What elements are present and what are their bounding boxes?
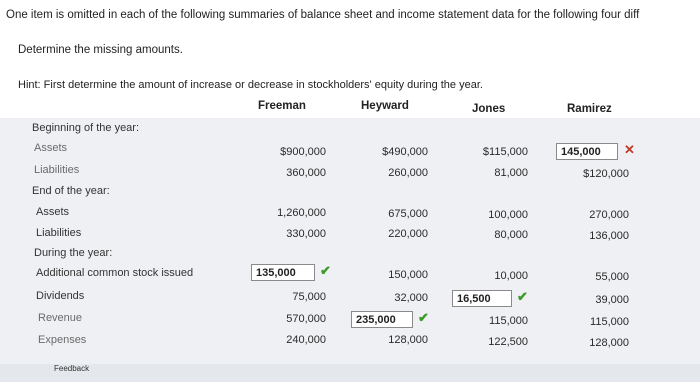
- feedback-bar: [0, 364, 700, 382]
- freeman-revenue: 570,000: [286, 313, 326, 325]
- jones-expenses: 122,500: [488, 336, 528, 348]
- jones-assets: $115,000: [482, 146, 528, 158]
- heyward-end-assets: 675,000: [388, 208, 428, 220]
- column-header-jones: Jones: [472, 103, 506, 115]
- jones-additional-stock: 10,000: [494, 270, 528, 282]
- heyward-liabilities: 260,000: [388, 167, 428, 179]
- column-header-freeman: Freeman: [258, 100, 306, 112]
- heyward-assets: $490,000: [382, 146, 428, 158]
- jones-revenue: 115,000: [489, 315, 528, 327]
- heyward-additional-stock: 150,000: [388, 269, 428, 281]
- row-label-revenue: Revenue: [38, 312, 83, 324]
- ramirez-revenue: 115,000: [590, 316, 629, 328]
- ramirez-expenses: 128,000: [589, 337, 629, 349]
- row-label-liabilities: Liabilities: [34, 164, 80, 176]
- row-label-additional-stock: Additional common stock issued: [36, 267, 194, 279]
- heyward-dividends: 32,000: [394, 292, 428, 304]
- ramirez-assets-input[interactable]: 145,000: [556, 143, 618, 160]
- ramirez-end-liabilities: 136,000: [589, 230, 629, 242]
- ramirez-end-assets: 270,000: [589, 209, 629, 221]
- row-label-end-assets: Assets: [36, 206, 70, 218]
- freeman-dividends: 75,000: [292, 291, 326, 303]
- ramirez-dividends: 39,000: [595, 294, 629, 306]
- column-header-ramirez: Ramirez: [567, 103, 612, 115]
- incorrect-icon: ✕: [624, 142, 635, 157]
- jones-dividends-input[interactable]: 16,500: [452, 290, 512, 307]
- section-beginning-label: Beginning of the year:: [32, 122, 140, 134]
- freeman-expenses: 240,000: [286, 334, 326, 346]
- jones-liabilities: 81,000: [494, 167, 528, 179]
- check-icon: ✔: [517, 289, 528, 304]
- row-label-end-liabilities: Liabilities: [36, 227, 82, 239]
- freeman-assets: $900,000: [280, 146, 326, 158]
- ramirez-additional-stock: 55,000: [595, 271, 629, 283]
- freeman-liabilities: 360,000: [286, 167, 326, 179]
- jones-end-liabilities: 80,000: [494, 229, 528, 241]
- column-header-heyward: Heyward: [361, 100, 409, 112]
- jones-end-assets: 100,000: [488, 209, 528, 221]
- instruction-text: Determine the missing amounts.: [18, 44, 183, 56]
- check-icon: ✔: [320, 263, 331, 278]
- problem-statement: One item is omitted in each of the following summaries of balance sheet and income statement data for the following four diff: [6, 9, 640, 21]
- freeman-additional-stock-input[interactable]: 135,000: [251, 264, 315, 281]
- freeman-end-liabilities: 330,000: [286, 228, 326, 240]
- row-label-expenses: Expenses: [38, 334, 87, 346]
- heyward-expenses: 128,000: [388, 334, 428, 346]
- heyward-revenue-input[interactable]: 235,000: [351, 311, 413, 328]
- row-label-assets: Assets: [34, 142, 68, 154]
- section-end-label: End of the year:: [32, 185, 110, 197]
- freeman-end-assets: 1,260,000: [277, 207, 326, 219]
- row-label-dividends: Dividends: [36, 290, 85, 302]
- feedback-link[interactable]: Feedback: [54, 364, 90, 373]
- ramirez-liabilities: $120,000: [583, 168, 629, 180]
- hint-text: Hint: First determine the amount of increase or decrease in stockholders' equity during the year.: [18, 79, 483, 91]
- check-icon: ✔: [418, 310, 429, 325]
- section-during-label: During the year:: [34, 247, 113, 259]
- heyward-end-liabilities: 220,000: [388, 228, 428, 240]
